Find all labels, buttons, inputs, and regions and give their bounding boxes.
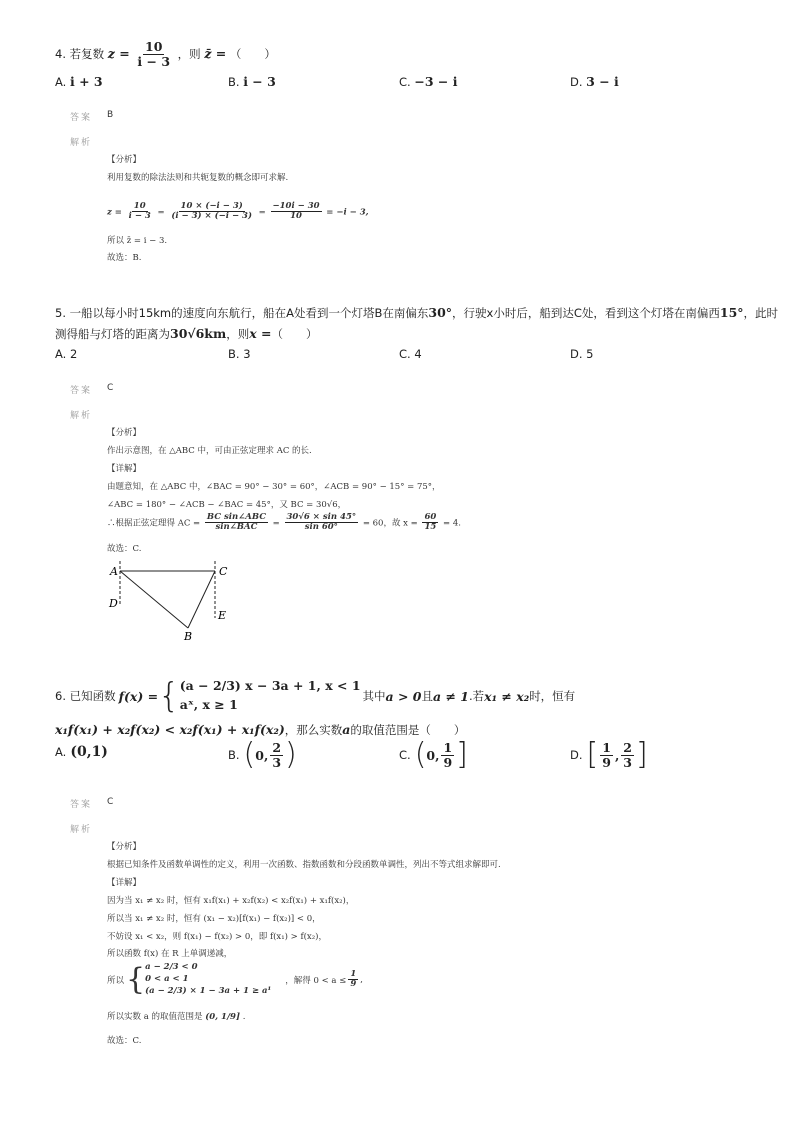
q6-option-c[interactable]: C. ( 0, $\frac{1}{9}$ ] [399,737,468,772]
q4-analysis-tag: 解析 [70,138,93,148]
q5-option-d[interactable]: D. 5 [570,347,594,361]
q5-line3: ∠ABC = 180° − ∠ACB − ∠BAC = 45°，又 BC = 30√6， [107,500,347,510]
q6-option-a[interactable]: A. (0,1) [55,744,108,760]
q6-stem-line1: 6. 已知函数 f(x) = { (a − 2/3) x − 3a + 1, x < 1 aˣ, x ≥ 1 其中 a > 0 且 a ≠ 1 .若 x₁ ≠ x₂ 时，恒有 [55,676,576,716]
q6-answer-tag: 答案 [70,800,93,810]
q5-answer: C [107,383,114,393]
q6-line1: 根据已知条件及函数单调性的定义，利用一次函数、指数函数和分段函数单调性，列出不等式组求解即可. [107,860,501,870]
label-b: B [184,630,193,643]
q4-fraction: $\frac{10}{i - 3}$ [137,39,171,69]
q5-stem-line1: 5. 一船以每小时15km的速度向东航行，船在A处看到一个灯塔B在南偏东30°，行驶x小时后，船到达C处，看到这个灯塔在南偏西15°，此时 [55,305,779,320]
q6-option-b[interactable]: B. ( 0, $\frac{2}{3}$ ) [228,737,297,772]
q6-line3: 所以当 x₁ ≠ x₂ 时，恒有 (x₁ − x₂)[f(x₁) − f(x₂)] < 0， [107,914,321,924]
q4-option-c[interactable]: C. −3 − i [399,74,458,89]
q5-answer-tag: 答案 [70,386,93,396]
q4-guxuan: 故选：B. [107,253,142,263]
q5-option-c[interactable]: C. 4 [399,347,422,361]
label-d: D [109,597,118,610]
q5-option-a[interactable]: A. 2 [55,347,78,361]
q5-line2: 由题意知，在 △ABC 中，∠BAC = 90° − 30° = 60°，∠ACB = 90° − 15° = 75°， [107,482,441,492]
q6-fenxi: 【分析】 [107,842,142,852]
q4-answer: B [107,110,114,120]
q6-piecewise: (a − 2/3) x − 3a + 1, x < 1 aˣ, x ≥ 1 [179,678,361,712]
segment-ab [120,571,188,628]
label-e: E [218,609,227,622]
q5-analysis-tag: 解析 [70,411,93,421]
q6-line5: 所以函数 f(x) 在 R 上单调递减， [107,949,233,959]
label-a: A [110,565,118,578]
q5-guxuan: 故选：C. [107,544,142,554]
q4-option-d[interactable]: D. 3 − i [570,74,619,89]
q6-xiangjie: 【详解】 [107,878,142,888]
q6-analysis-tag: 解析 [70,825,93,835]
q4-suoyi: 所以 z̄ = i − 3. [107,236,168,246]
q6-answer: C [107,797,114,807]
q6-stem-line2: x₁f(x₁) + x₂f(x₂) < x₂f(x₁) + x₁f(x₂)，那么实数a的取值范围是（ ） [55,722,466,737]
q4-option-a[interactable]: A. i + 3 [55,74,103,89]
q4-line1: 利用复数的除法法则和共轭复数的概念即可求解. [107,173,289,183]
q6-line2: 因为当 x₁ ≠ x₂ 时，恒有 x₁f(x₁) + x₂f(x₂) < x₂f(x₁) + x₁f(x₂)， [107,896,355,906]
q5-geometry-figure [100,556,240,646]
q5-line4: ∴根据正弦定理得 AC = $\frac{\text{BC sin∠ABC}}{\text{sin∠BAC}}$ = $\frac{30√6 \times \sin 45^\circ}{\sin 60^\circ}$ = 60，故 x = $\frac{60}{15}$ = 4. [107,512,461,533]
q6-line7: 所以实数 a 的取值范围是 (0, 1/9] . [107,1012,246,1022]
segment-cb [188,571,215,628]
q6-line4: 不妨设 x₁ < x₂，则 f(x₁) − f(x₂) > 0，即 f(x₁) > f(x₂)， [107,932,327,942]
q4-option-b[interactable]: B. i − 3 [228,74,276,89]
label-c: C [219,565,228,578]
q6-option-d[interactable]: D. [ $\frac{1}{9}$ , $\frac{2}{3}$ ] [570,737,648,772]
q6-guxuan: 故选：C. [107,1036,142,1046]
q6-system: 所以 { a − 2/3 < 0 0 < a < 1 (a − 2/3) × 1 − 3a + 1 ≥ a¹ ，解得 0 < a ≤ $\frac{1}{9}$ , [107,961,363,997]
q5-line1: 作出示意图，在 △ABC 中，可由正弦定理求 AC 的长. [107,446,312,456]
q5-xiangjie: 【详解】 [107,464,142,474]
q4-stem: 4. 若复数 z = $\frac{10}{i - 3}$ ，则 z̄ = （ ） [55,39,276,69]
q4-equation: z = $\frac{10}{i - 3}$ = $\frac{10 \times (-i - 3)}{(i - 3) \times (-i - 3)}$ = $\frac{-10i - 30}{10}$ = −i − 3, [107,201,369,222]
q5-stem-line2: 测得船与灯塔的距离为30√6km，则x =（ ） [55,326,318,341]
q4-fenxi: 【分析】 [107,155,142,165]
q5-fenxi: 【分析】 [107,428,142,438]
q4-answer-tag: 答案 [70,113,93,123]
q5-option-b[interactable]: B. 3 [228,347,251,361]
